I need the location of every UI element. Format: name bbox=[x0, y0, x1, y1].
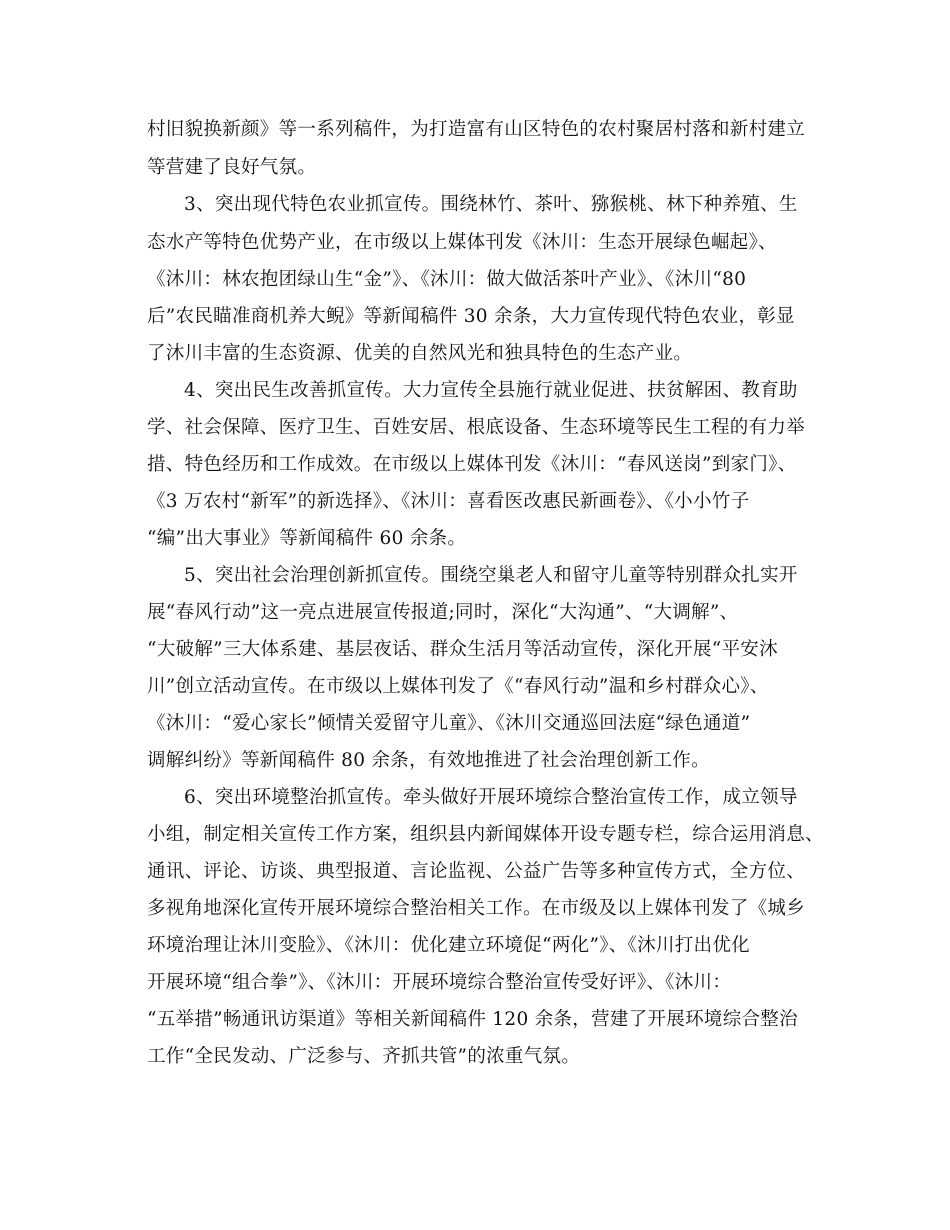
text-line: 通讯、评论、访谈、典型报道、言论监视、公益广告等多种宣传方式，全方位、 bbox=[147, 861, 806, 882]
text-line: 《3 万农村“新军”的新选择》、《沐川：喜看医改惠民新画卷》、《小小竹子 bbox=[147, 491, 750, 512]
text-line: 学、社会保障、医疗卫生、百姓安居、根底设备、生态环境等民生工程的有力举 bbox=[147, 417, 806, 438]
text-line: 环境治理让沐川变脸》、《沐川：优化建立环境促“两化”》、《沐川打出优化 bbox=[147, 935, 750, 956]
text-line: 展“春风行动”这一亮点进展宣传报道;同时，深化“大沟通”、“大调解”、 bbox=[147, 602, 739, 623]
text-line: 态水产等特色优势产业，在市级以上媒体刊发《沐川：生态开展绿色崛起》、 bbox=[147, 232, 777, 253]
paragraph-4-heading-line: 4、突出民生改善抓宣传。大力宣传全县施行就业促进、扶贫解困、教育助 bbox=[184, 380, 798, 401]
text-line: 川”创立活动宣传。在市级以上媒体刊发了《“春风行动”温和乡村群众心》、 bbox=[147, 676, 769, 697]
text-line: 调解纠纷》等新闻稿件 80 余条，有效地推进了社会治理创新工作。 bbox=[147, 750, 710, 771]
text-line: 小组，制定相关宣传工作方案，组织县内新闻媒体开设专题专栏，综合运用消息、 bbox=[147, 824, 824, 845]
text-line: 多视角地深化宣传开展环境综合整治相关工作。在市级及以上媒体刊发了《城乡 bbox=[147, 898, 806, 919]
text-line: 《沐川：“爱心家长”倾情关爱留守儿童》、《沐川交通巡回法庭“绿色通道” bbox=[147, 713, 751, 734]
paragraph-5-heading-line: 5、突出社会治理创新抓宣传。围绕空巢老人和留守儿童等特别群众扎实开 bbox=[184, 565, 798, 586]
text-line: 村旧貌换新颜》等一系列稿件，为打造富有山区特色的农村聚居村落和新村建立 bbox=[147, 119, 806, 140]
text-line: “五举措”畅通讯访渠道》等相关新闻稿件 120 余条，营建了开展环境综合整治 bbox=[147, 1009, 798, 1030]
text-line: 后”农民瞄准商机养大鲵》等新闻稿件 30 余条，大力宣传现代特色农业，彰显 bbox=[147, 306, 795, 327]
text-line: 工作“全民发动、广泛参与、齐抓共管”的浓重气氛。 bbox=[147, 1046, 581, 1067]
text-line: 了沐川丰富的生态资源、优美的自然风光和独具特色的生态产业。 bbox=[147, 343, 693, 364]
text-line: 开展环境“组合拳”》、《沐川：开展环境综合整治宣传受好评》、《沐川： bbox=[147, 972, 732, 993]
text-line: “大破解”三大体系建、基层夜话、群众生活月等活动宣传，深化开展“平安沐 bbox=[147, 639, 778, 660]
paragraph-3-heading-line: 3、突出现代特色农业抓宣传。围绕林竹、茶叶、猕猴桃、林下种养殖、生 bbox=[184, 194, 798, 215]
text-line: 等营建了良好气氛。 bbox=[147, 157, 317, 178]
paragraph-6-heading-line: 6、突出环境整治抓宣传。牵头做好开展环境综合整治宣传工作，成立领导 bbox=[184, 787, 798, 808]
text-line: “编”出大事业》等新闻稿件 60 余条。 bbox=[147, 528, 467, 549]
text-line: 《沐川：林农抱团绿山生“金”》、《沐川：做大做活茶叶产业》、《沐川“80 bbox=[147, 269, 747, 290]
text-line: 措、特色经历和工作成效。在市级以上媒体刊发《沐川：“春风送岗”到家门》、 bbox=[147, 454, 797, 475]
